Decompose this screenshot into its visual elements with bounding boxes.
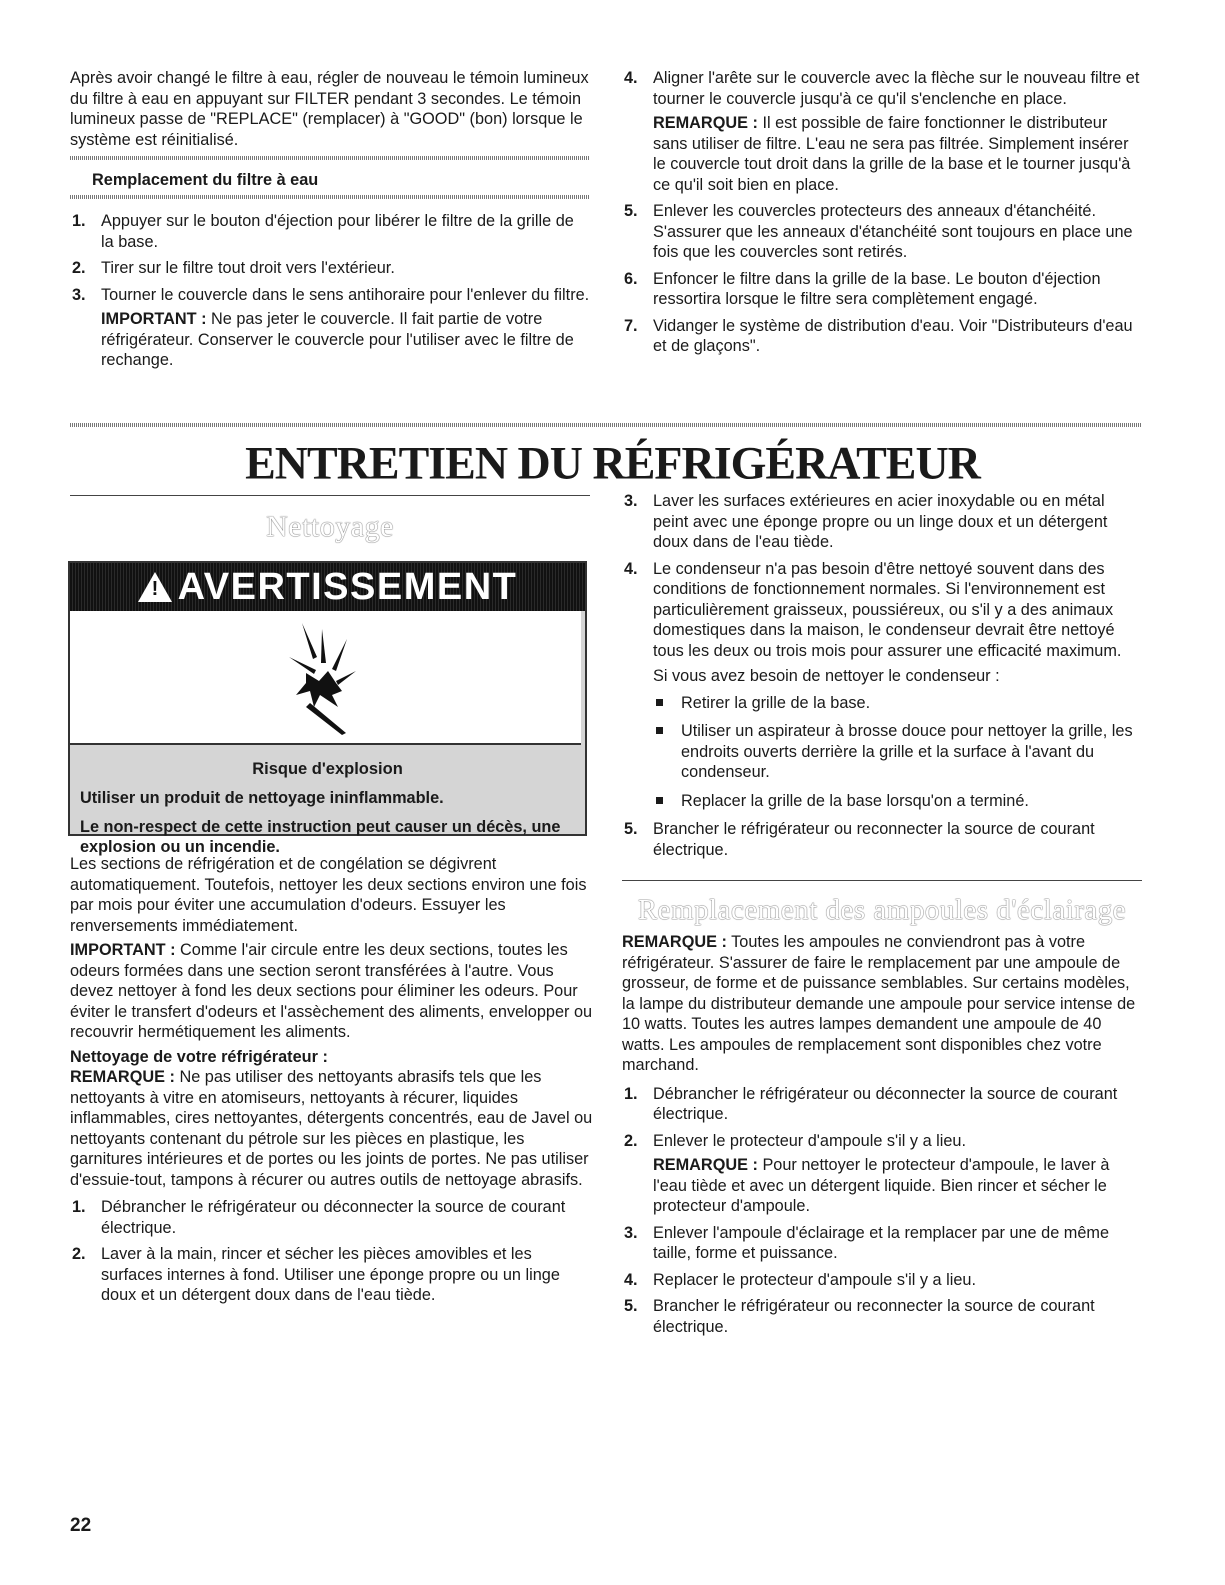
important-paragraph: IMPORTANT : Comme l'air circule entre les deux sections, toutes les odeurs formées dans une section seront transférées à l'autre. Vous devez nettoyer à fond les deux sections pour éliminer les odeurs. Pour éviter le transfert d'odeurs et l'assèchement des aliments, envelopper ou recouvrir hermétiquement les aliments. [70, 941, 593, 1041]
bulbs-remarque: REMARQUE : Toutes les ampoules ne conviendront pas à votre réfrigérateur. S'assurer de faire le remplacement par une ampoule de grosseur, de forme et de puissance semblables. Sur certains modèles, la lampe du distributeur demande une ampoule pour service intense de 10 watts. Toutes les autres lampes demandent une ampoule de 40 watts. Les ampoules de remplacement sont disponibles chez votre marchand. [622, 933, 1136, 1074]
list-item: 3. Tourner le couvercle dans le sens antihoraire pour l'enlever du filtre. IMPORTANT : Ne pas jeter le couvercle. Il fait partie de votre réfrigérateur. Conserver le couvercle pour l'utiliser avec le filtre de rechange. [72, 285, 590, 369]
list-item: 1. Appuyer sur le bouton d'éjection pour libérer le filtre de la grille de la base. [72, 212, 574, 251]
divider [70, 156, 590, 160]
cleaning-subheading: Nettoyage de votre réfrigérateur : [70, 1047, 328, 1066]
top-left-column [70, 68, 590, 150]
page-title: ENTRETIEN DU RÉFRIGÉRATEUR [245, 436, 980, 489]
bullet-item: Utiliser un aspirateur à brosse douce pour nettoyer la grille, les endroits ouverts derrière la grille et la surface à l'avant du condenseur. [653, 721, 1142, 783]
warning-line-2: Le non-respect de cette instruction peut causer un décès, une explosion ou un incendie. [80, 818, 561, 856]
bullet-item: Retirer la grille de la base. [653, 693, 1142, 714]
warning-hazard: Risque d'explosion [252, 760, 403, 778]
warning-box [68, 561, 587, 856]
list-item: 3. Laver les surfaces extérieures en acier inoxydable ou en métal peint avec une éponge propre ou un linge doux et un détergent doux dans de l'eau tiède. [624, 492, 1108, 551]
divider [70, 495, 590, 496]
divider [70, 423, 1142, 427]
list-item: 3. Enlever l'ampoule d'éclairage et la remplacer par une de même taille, forme et puissance. [624, 1223, 1110, 1262]
list-item: 2. Tirer sur le filtre tout droit vers l'extérieur. [72, 259, 395, 277]
list-item: 1. Débrancher le réfrigérateur ou déconnecter la source de courant électrique. [72, 1198, 566, 1237]
defrost-paragraph: Les sections de réfrigération et de congélation se dégivrent automatiquement. Toutefois, nettoyer les deux sections environ une fois par mois pour éviter une accumulation d'odeurs. Essuyer les renversements immédiatement. [70, 855, 587, 935]
list-item: 4. Replacer le protecteur d'ampoule s'il y a lieu. [624, 1270, 976, 1289]
cleaning-right-column [622, 491, 1142, 860]
list-item: 7. Vidanger le système de distribution d'eau. Voir "Distributeurs d'eau et de glaçons". [624, 316, 1133, 355]
section-title-cleaning: Nettoyage [266, 510, 394, 543]
list-item: 5. Brancher le réfrigérateur ou reconnecter la source de courant électrique. [624, 1297, 1095, 1336]
warning-label: AVERTISSEMENT [177, 565, 518, 608]
warning-triangle-icon [138, 572, 172, 602]
bulbs-column [622, 932, 1142, 1337]
list-item: 6. Enfoncer le filtre dans la grille de la base. Le bouton d'éjection ressortira lorsque le filtre sera complètement engagé. [624, 269, 1101, 308]
list-item: 5. Brancher le réfrigérateur ou reconnecter la source de courant électrique. [624, 820, 1095, 859]
warning-line-1: Utiliser un produit de nettoyage ininflammable. [80, 789, 444, 807]
list-item: 4. Aligner l'arête sur le couvercle avec la flèche sur le nouveau filtre et tourner le couvercle jusqu'à ce qu'il s'enclenche en place. REMARQUE : Il est possible de faire fonctionner le distributeur sans utiliser de filtre. L'eau ne sera pas filtrée. Simplement insérer le couvercle tout droit dans la grille de la base et le tourner jusqu'à ce qu'il soit bien en place. [624, 69, 1140, 194]
filter-steps [70, 211, 590, 371]
warning-header [70, 563, 585, 611]
top-right-column [622, 68, 1142, 357]
bullet-item: Replacer la grille de la base lorsqu'on a terminé. [653, 791, 1142, 812]
remarque-paragraph: REMARQUE : Ne pas utiliser des nettoyants abrasifs tels que les nettoyants à vitre en atomiseurs, nettoyants à récurer, liquides inflammables, cires nettoyantes, détergents concentrés, eau de Javel ou nettoyants contenant du pétrole sur les pièces en plastique, les garnitures intérieures et de portes ou les joints de portes. Ne pas utiliser d'essuie-tout, tampons à récurer ou autres outils de nettoyage abrasifs. [70, 1068, 593, 1189]
divider [622, 880, 1142, 881]
divider [70, 195, 590, 199]
list-item: 2. Enlever le protecteur d'ampoule s'il y a lieu. REMARQUE : Pour nettoyer le protecteur d'ampoule, le laver à l'eau tiède et avec un détergent liquide. Bien rincer et sécher le protecteur d'ampoule. [624, 1131, 1110, 1215]
list-item: 5. Enlever les couvercles protecteurs des anneaux d'étanchéité. S'assurer que les anneaux d'étanchéité sont toujours en place une fois que les couvercles sont retirés. [624, 202, 1133, 261]
list-item: 2. Laver à la main, rincer et sécher les pièces amovibles et les surfaces internes à fond. Utiliser une éponge propre ou un linge doux et un détergent doux dans de l'eau tiède. [72, 1245, 560, 1304]
explosion-icon [70, 611, 581, 745]
filter-reset-paragraph: Après avoir changé le filtre à eau, régler de nouveau le témoin lumineux du filtre à eau en appuyant sur FILTER pendant 3 secondes. Le témoin lumineux passe de "REPLACE" (remplacer) à "GOOD" (bon) lorsque le système est réinitialisé. [70, 69, 589, 149]
filter-replacement-heading: Remplacement du filtre à eau [92, 171, 319, 189]
page-number: 22 [70, 1515, 92, 1536]
list-item: 4. Le condenseur n'a pas besoin d'être nettoyé souvent dans des conditions de fonctionnement normales. Si l'environnement est particulièrement graisseux, poussiéreux, ou s'il y a des animaux domestiques dans la maison, le condenseur devrait être nettoyé tous les deux ou trois mois pour assurer une efficacité maximum. Si vous avez besoin de nettoyer le condenseur : Retirer la grille de la base. Utiliser un aspirateur à brosse douce pour nettoyer la grille, les endroits ouverts derrière la grille et la surface à l'avant du condenseur. Replacer la grille de la base lorsqu'on a terminé. [622, 559, 1142, 812]
warning-body [70, 745, 585, 857]
list-item: 1. Débrancher le réfrigérateur ou déconnecter la source de courant électrique. [624, 1084, 1118, 1123]
section-title-bulbs: Remplacement des ampoules d'éclairage [637, 894, 1127, 926]
cleaning-left-column [70, 854, 595, 1306]
